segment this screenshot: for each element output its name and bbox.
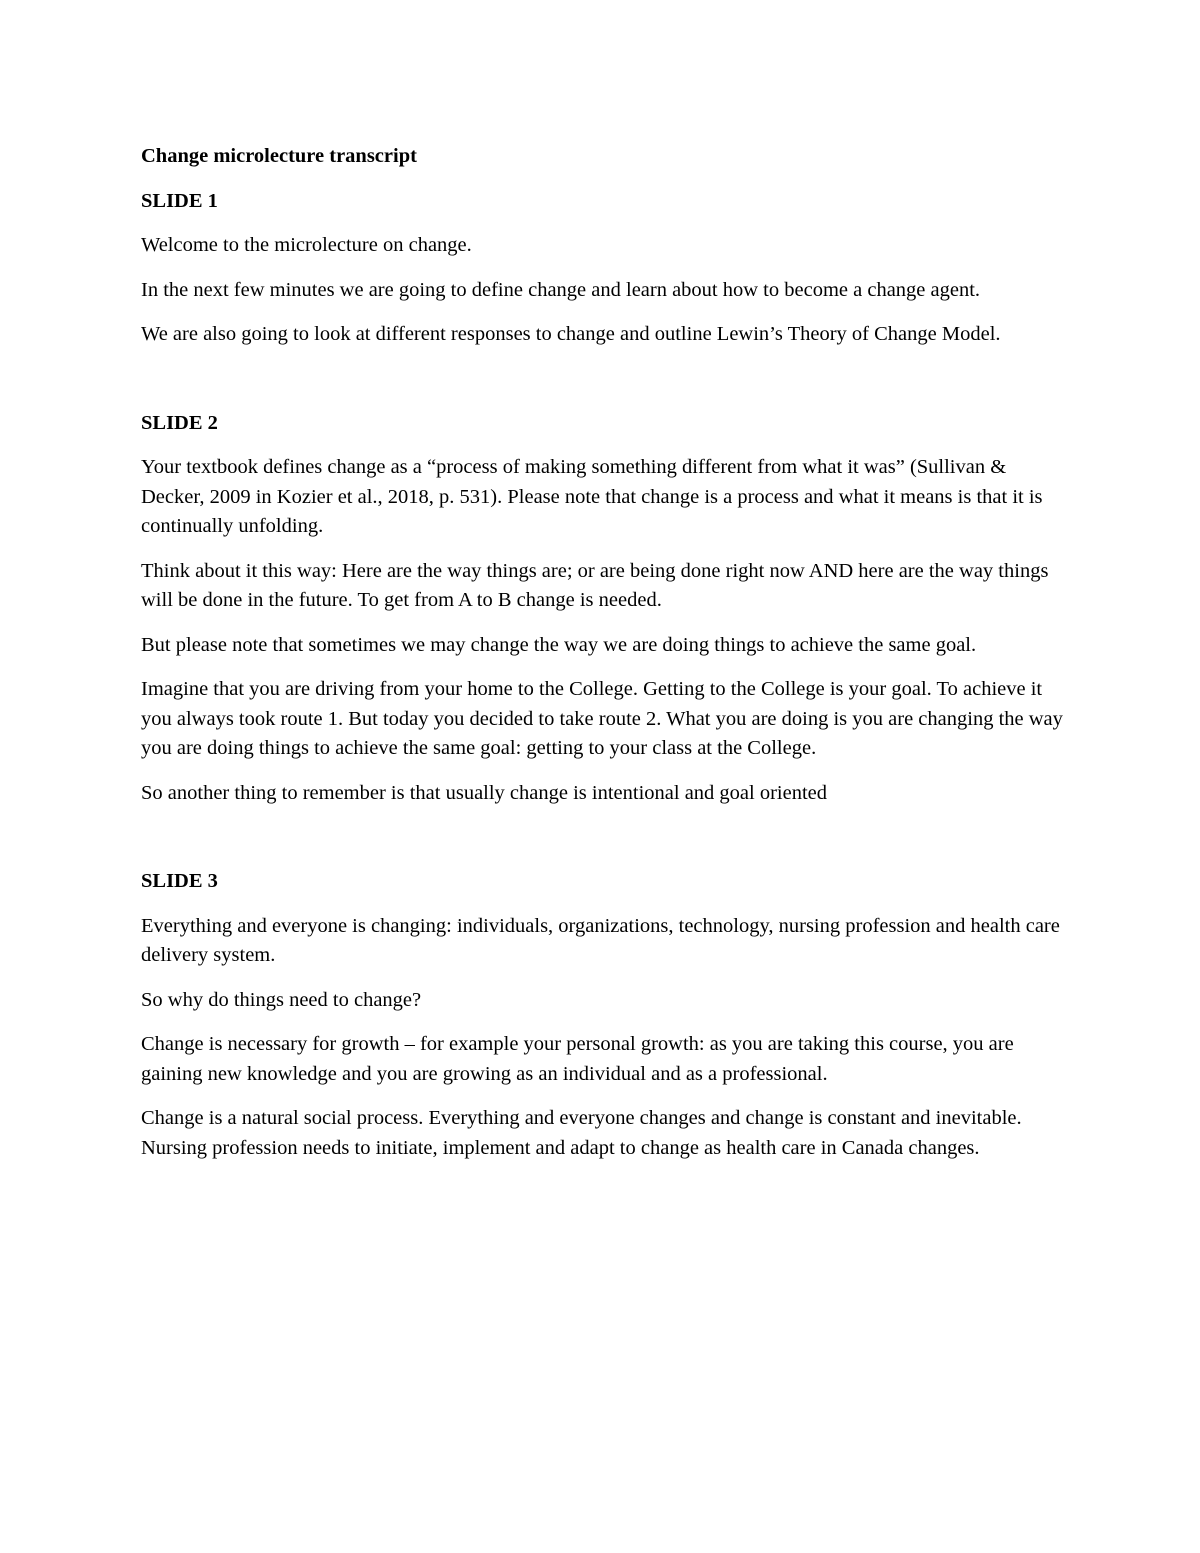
document-title: Change microlecture transcript bbox=[141, 145, 417, 167]
section-spacer bbox=[141, 365, 1066, 409]
section-spacer bbox=[141, 823, 1066, 867]
paragraph: Change is a natural social process. Everything and everyone changes and change is constant and inevitable. Nursing profession needs to initiate, implement and adapt to change as health care in Canada changes. bbox=[141, 1107, 1022, 1159]
paragraph: Imagine that you are driving from your home to the College. Getting to the College is your goal. To achieve it you always took route 1. But today you decided to take route 2. What you are doing is you are changing the way you are doing things to achieve the same goal: getting to your class at the College. bbox=[141, 678, 1063, 759]
paragraph: Everything and everyone is changing: individuals, organizations, technology, nursing profession and health care delivery system. bbox=[141, 914, 1060, 966]
slide-section-2 bbox=[141, 409, 1066, 809]
slide-heading: SLIDE 2 bbox=[141, 411, 218, 434]
slide-heading: SLIDE 1 bbox=[141, 189, 218, 212]
slide-section-1 bbox=[141, 187, 1066, 350]
document-body bbox=[141, 142, 1066, 1178]
paragraph: So another thing to remember is that usually change is intentional and goal oriented bbox=[141, 781, 828, 804]
paragraph: So why do things need to change? bbox=[141, 988, 422, 1011]
paragraph: Your textbook defines change as a “process of making something different from what it was” (Sullivan & Decker, 2009 in Kozier et al., 2018, p. 531). Please note that change is a process and what it means is that it is continually unfolding. bbox=[141, 456, 1043, 537]
slide-section-3 bbox=[141, 867, 1066, 1163]
paragraph: But please note that sometimes we may change the way we are doing things to achieve the same goal. bbox=[141, 633, 977, 656]
slide-heading: SLIDE 3 bbox=[141, 870, 218, 892]
paragraph: Think about it this way: Here are the way things are; or are being done right now AND here are the way things will be done in the future. To get from A to B change is needed. bbox=[141, 559, 1049, 611]
paragraph: Welcome to the microlecture on change. bbox=[141, 234, 472, 256]
paragraph: Change is necessary for growth – for example your personal growth: as you are taking this course, you are gaining new knowledge and you are growing as an individual and as a professional. bbox=[141, 1033, 1014, 1085]
paragraph: In the next few minutes we are going to define change and learn about how to become a change agent. bbox=[141, 278, 981, 301]
paragraph: We are also going to look at different responses to change and outline Lewin’s Theory of Change Model. bbox=[141, 323, 1001, 345]
